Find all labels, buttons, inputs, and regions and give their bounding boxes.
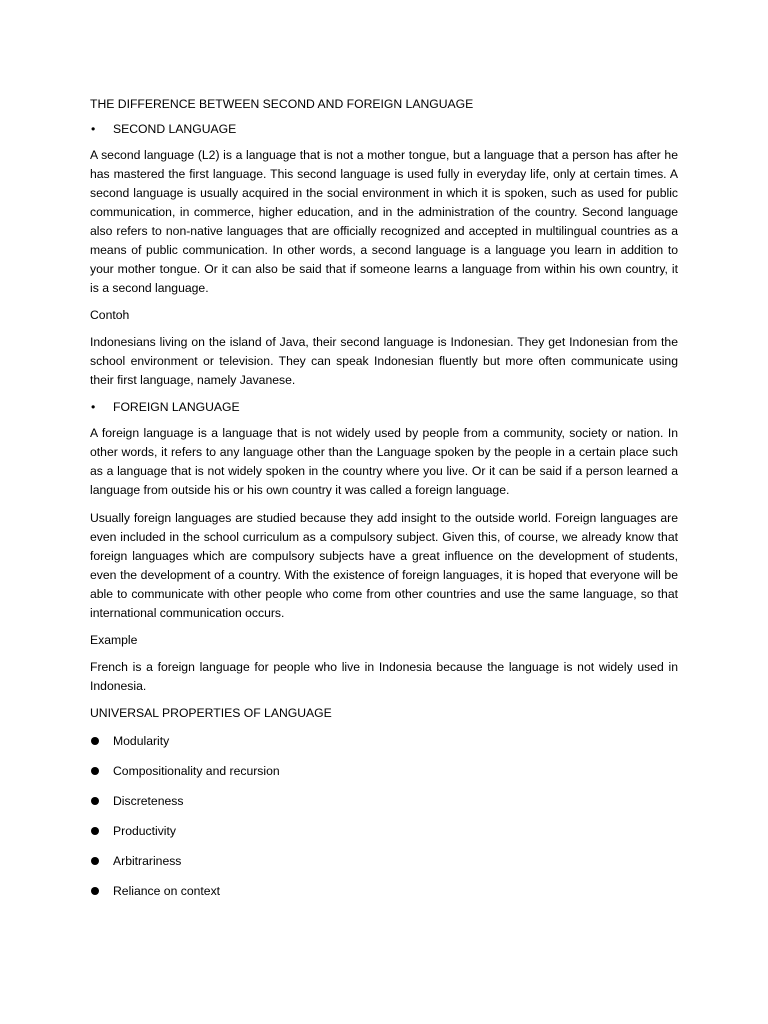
bullet-icon: • — [91, 122, 96, 136]
heading-text: SECOND LANGUAGE — [113, 122, 237, 136]
foreign-language-example-label: Example — [90, 633, 138, 647]
universal-properties-heading: UNIVERSAL PROPERTIES OF LANGUAGE — [90, 706, 332, 720]
second-language-heading — [90, 121, 678, 137]
bullet-icon: • — [91, 400, 96, 414]
list-item — [90, 793, 678, 823]
bullet-icon — [91, 887, 99, 895]
list-item — [90, 823, 678, 853]
list-item-label: Arbitrariness — [113, 854, 182, 868]
second-language-example-label: Contoh — [90, 308, 130, 322]
heading-text: FOREIGN LANGUAGE — [113, 400, 240, 414]
list-item-label: Modularity — [113, 734, 170, 748]
foreign-language-paragraph-1: A foreign language is a language that is not widely used by people from a community, society or nation. In other words, it refers to any language other than the Language spoken by the people in a certain place such as a language that is not widely spoken in the country where you live. Or it can be said if a person learned a language from outside his or his own country it was called a foreign language. — [90, 426, 678, 497]
list-item-label: Compositionality and recursion — [113, 764, 280, 778]
bullet-icon — [91, 857, 99, 865]
bullet-icon — [91, 797, 99, 805]
document-page — [90, 96, 678, 913]
foreign-language-example-text: French is a foreign language for people who live in Indonesia because the language is not widely used in Indonesia. — [90, 660, 678, 693]
foreign-language-heading — [90, 399, 678, 415]
list-item-label: Productivity — [113, 824, 176, 838]
list-item-label: Discreteness — [113, 794, 184, 808]
document-title: THE DIFFERENCE BETWEEN SECOND AND FOREIGN LANGUAGE — [90, 97, 474, 111]
second-language-example-text: Indonesians living on the island of Java, their second language is Indonesian. They get Indonesian from the school environment or television. They can speak Indonesian fluently but more often communicate using their first language, namely Javanese. — [90, 335, 678, 387]
bullet-icon — [91, 767, 99, 775]
list-item — [90, 853, 678, 883]
list-item — [90, 763, 678, 793]
second-language-paragraph: A second language (L2) is a language that is not a mother tongue, but a language that a person has after he has mastered the first language. This second language is used fully in everyday life, only at certain times. A second language is usually acquired in the social environment in which it is spoken, such as used for public communication, in commerce, higher education, and in the administration of the country. Second language also refers to non-native languages that are officially recognized and accepted in multilingual countries as a means of public communication. In other words, a second language is a language you learn in addition to your mother tongue. Or it can also be said that if someone learns a language from within his own country, it is a second language. — [90, 148, 678, 295]
bullet-icon — [91, 827, 99, 835]
list-item-label: Reliance on context — [113, 884, 221, 898]
list-item — [90, 733, 678, 763]
bullet-icon — [91, 737, 99, 745]
universal-properties-list — [90, 733, 678, 913]
list-item — [90, 883, 678, 913]
foreign-language-paragraph-2: Usually foreign languages are studied because they add insight to the outside world. Foreign languages are even included in the school curriculum as a compulsory subject. Given this, of course, we already know that foreign languages which are compulsory subjects have a great influence on the development of students, even the development of a country. With the existence of foreign languages, it is hoped that everyone will be able to communicate with other people who come from other countries and use the same language, so that international communication occurs. — [90, 511, 678, 620]
